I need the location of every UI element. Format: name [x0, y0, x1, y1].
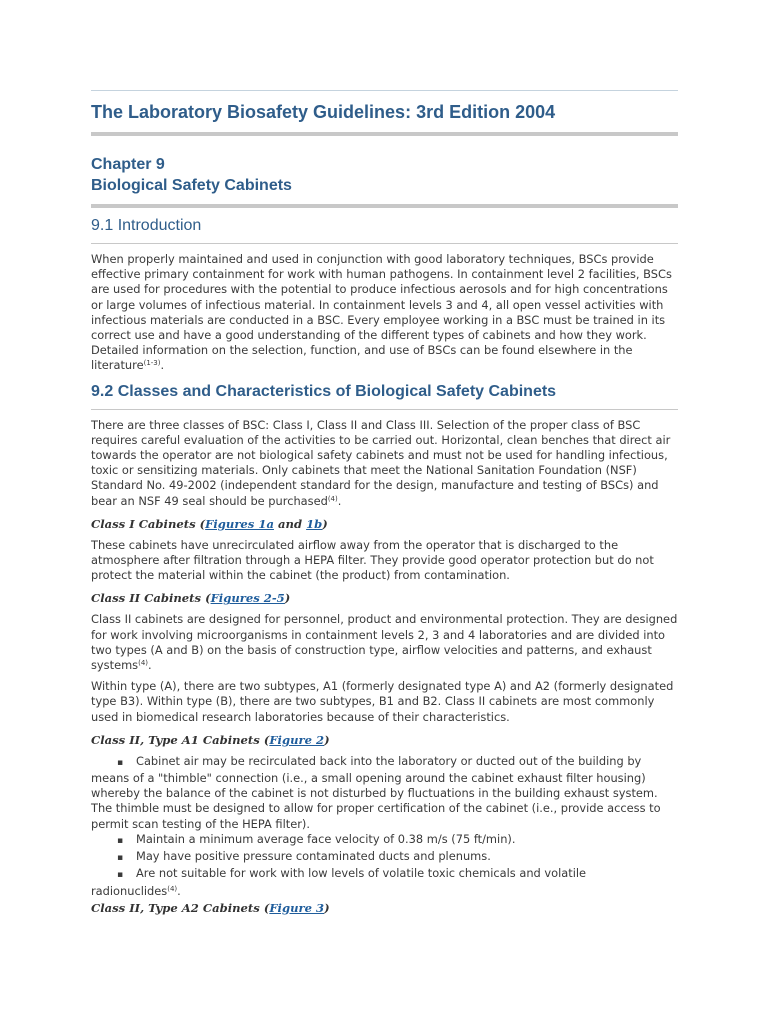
sentence-end: . [337, 493, 342, 508]
type-a1-list [91, 754, 678, 899]
sentence-end: . [177, 883, 181, 898]
reference-superscript: (4) [138, 659, 149, 668]
bullet-icon [91, 866, 136, 883]
class-1-paragraph: These cabinets have unrecirculated airflow away from the operator that is discharged to the atmosphere after filtration through a HEPA filter. They provide good operator protection but do not protect the material within the cabinet (the product) from contamination. [91, 537, 654, 583]
top-divider [91, 90, 678, 91]
classes-paragraph [91, 418, 678, 509]
figures-1a-link[interactable]: Figures 1a [205, 516, 274, 531]
class-2-heading [91, 591, 678, 606]
figure-2-link[interactable]: Figure 2 [269, 732, 325, 747]
introduction-paragraph [91, 252, 678, 374]
list-item [91, 866, 678, 898]
chapter-divider [91, 204, 678, 208]
type-a1-close: ) [324, 732, 330, 747]
figure-3-link[interactable]: Figure 3 [269, 900, 325, 915]
document-title: The Laboratory Biosafety Guidelines: 3rd Edition 2004 [91, 102, 556, 122]
list-item-text: May have positive pressure contaminated ducts and plenums. [136, 849, 491, 864]
type-a2-close: ) [324, 900, 330, 915]
type-a2-label: Class II, Type A2 Cabinets ( [91, 900, 270, 915]
class-2-label: Class II Cabinets ( [91, 591, 211, 606]
class-2-subtypes-paragraph: Within type (A), there are two subtypes, A1 (formerly designated type A) and A2 (formerly designated type B3). Within type (B), there are two subtypes, B1 and B2. Class II cabinets are most commonly used in biomedical research laboratories because of their characteristics. [91, 679, 674, 724]
figure-1b-link[interactable]: 1b [306, 516, 323, 531]
section-heading-classes: 9.2 Classes and Characteristics of Biological Safety Cabinets [91, 382, 557, 400]
list-item [91, 754, 678, 832]
chapter-number: Chapter 9 [91, 156, 165, 173]
document-page [91, 90, 678, 916]
list-item [91, 832, 678, 849]
classes-text: There are three classes of BSC: Class I, Class II and Class III. Selection of the proper class of BSC requires careful evaluation of the activities to be carried out. Horizontal, clean benches that direct air towards the operator are not biological safety cabinets and must not be used for handling infectious, toxic or sensitizing materials. Only cabinets that meet the National Sanitation Foundation (NSF) Standard No. 49-2002 (independent standard for the design, manufacture and testing of BSCs) and bear an NSF 49 seal should be purchased [91, 417, 671, 508]
section-divider [91, 243, 678, 244]
chapter-title: Biological Safety Cabinets [91, 177, 292, 194]
title-divider [91, 132, 678, 136]
reference-superscript: (4) [327, 494, 338, 503]
figures-2-5-link[interactable]: Figures 2-5 [210, 591, 285, 606]
class-1-close: ) [322, 516, 328, 531]
class-2-text: Class II cabinets are designed for personnel, product and environmental protection. They are designed for work involving microorganisms in containment levels 2, 3 and 4 laboratories and are divided into two types (A and B) on the basis of construction type, airflow velocities and patterns, and exhaust systems [91, 612, 678, 673]
class-2-paragraph [91, 612, 678, 673]
list-item-text: Maintain a minimum average face velocity of 0.38 m/s (75 ft/min). [136, 831, 516, 846]
class-1-heading [91, 517, 678, 532]
bullet-icon [91, 832, 136, 849]
type-a2-heading [91, 901, 678, 916]
class-1-and: and [273, 516, 307, 531]
reference-superscript: (4) [167, 884, 178, 893]
list-item [91, 849, 678, 866]
type-a1-heading [91, 733, 678, 748]
type-a1-label: Class II, Type A1 Cabinets ( [91, 732, 270, 747]
sentence-end: . [160, 358, 165, 373]
section-heading-introduction: 9.1 Introduction [91, 217, 202, 234]
introduction-text: When properly maintained and used in conjunction with good laboratory techniques, BSCs provide effective primary containment for work with human pathogens. In containment level 2 facilities, BSCs are used for procedures with the potential to produce infectious aerosols and for high concentrations or large volumes of infectious material. In containment levels 3 and 4, all open vessel activities with infectious materials are conducted in a BSC. Every employee working in a BSC must be trained in its correct use and have a good understanding of the different types of cabinets and how they work. Detailed information on the selection, function, and use of BSCs can be found elsewhere in the literature [91, 252, 672, 373]
bullet-icon [91, 849, 136, 866]
reference-superscript: (1-3) [143, 359, 161, 368]
list-item-text: Are not suitable for work with low levels of volatile toxic chemicals and volatile radionuclides [91, 866, 587, 898]
class-1-label: Class I Cabinets ( [91, 516, 206, 531]
sentence-end: . [148, 658, 152, 673]
class-2-close: ) [284, 591, 291, 606]
chapter-heading [91, 154, 678, 196]
section-divider [91, 409, 678, 410]
list-item-text: Cabinet air may be recirculated back into the laboratory or ducted out of the building by means of a "thimble" connection (i.e., a small opening around the cabinet exhaust filter housing) whereby the balance of the cabinet is not disturbed by fluctuations in the building exhaust system. The thimble must be designed to allow for proper certification of the cabinet (i.e., provide access to permit scan testing of the HEPA filter). [91, 753, 661, 831]
bullet-icon [91, 754, 136, 771]
